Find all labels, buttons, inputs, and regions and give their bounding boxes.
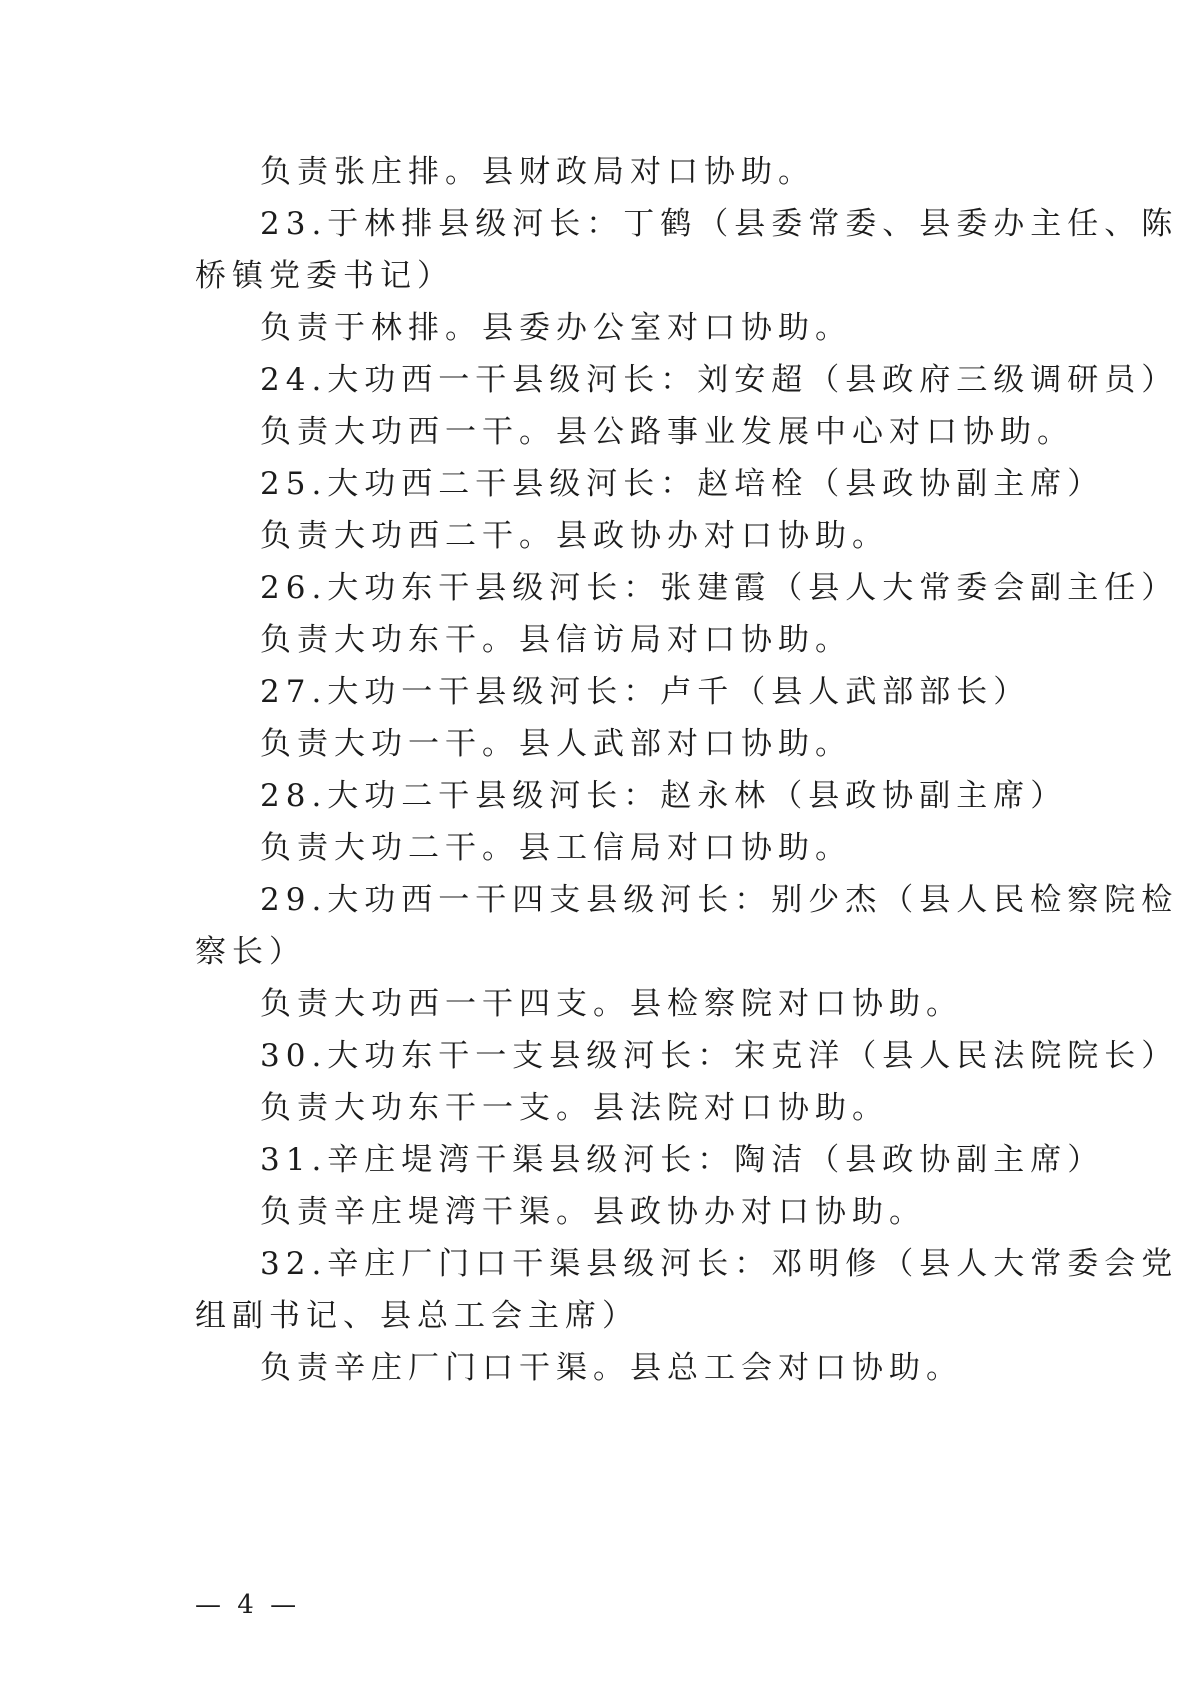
text-line: 负责大功二干。县工信局对口协助。 xyxy=(260,830,852,866)
text-line: 负责大功西一干四支。县检察院对口协助。 xyxy=(260,986,963,1022)
text-line: 26.大功东干县级河长：张建霞（县人大常委会副主任） xyxy=(260,570,1179,606)
page-number: — 4 — xyxy=(195,1590,301,1620)
text-line: 负责大功西二干。县政协办对口协助。 xyxy=(260,518,889,554)
text-line: 29.大功西一干四支县级河长：别少杰（县人民检察院检 xyxy=(260,882,1179,918)
text-line: 桥镇党委书记） xyxy=(195,258,454,294)
text-line: 25.大功西二干县级河长：赵培栓（县政协副主席） xyxy=(260,466,1105,502)
text-line: 27.大功一干县级河长：卢千（县人武部部长） xyxy=(260,674,1031,710)
text-line: 31.辛庄堤湾干渠县级河长：陶洁（县政协副主席） xyxy=(260,1142,1105,1178)
text-line: 组副书记、县总工会主席） xyxy=(195,1298,639,1334)
text-line: 负责张庄排。县财政局对口协助。 xyxy=(260,154,815,190)
text-line: 负责大功东干一支。县法院对口协助。 xyxy=(260,1090,889,1126)
text-line: 负责大功西一干。县公路事业发展中心对口协助。 xyxy=(260,414,1074,450)
text-line: 28.大功二干县级河长：赵永林（县政协副主席） xyxy=(260,778,1068,814)
text-line: 负责辛庄堤湾干渠。县政协办对口协助。 xyxy=(260,1194,926,1230)
text-line: 23.于林排县级河长：丁鹤（县委常委、县委办主任、陈 xyxy=(260,206,1179,242)
text-line: 负责于林排。县委办公室对口协助。 xyxy=(260,310,852,346)
text-line: 30.大功东干一支县级河长：宋克洋（县人民法院院长） xyxy=(260,1038,1179,1074)
text-line: 负责大功东干。县信访局对口协助。 xyxy=(260,622,852,658)
text-line: 32.辛庄厂门口干渠县级河长：邓明修（县人大常委会党 xyxy=(260,1246,1179,1282)
text-line: 24.大功西一干县级河长：刘安超（县政府三级调研员） xyxy=(260,362,1179,398)
text-line: 察长） xyxy=(195,934,306,970)
text-line: 负责大功一干。县人武部对口协助。 xyxy=(260,726,852,762)
text-line: 负责辛庄厂门口干渠。县总工会对口协助。 xyxy=(260,1350,963,1386)
